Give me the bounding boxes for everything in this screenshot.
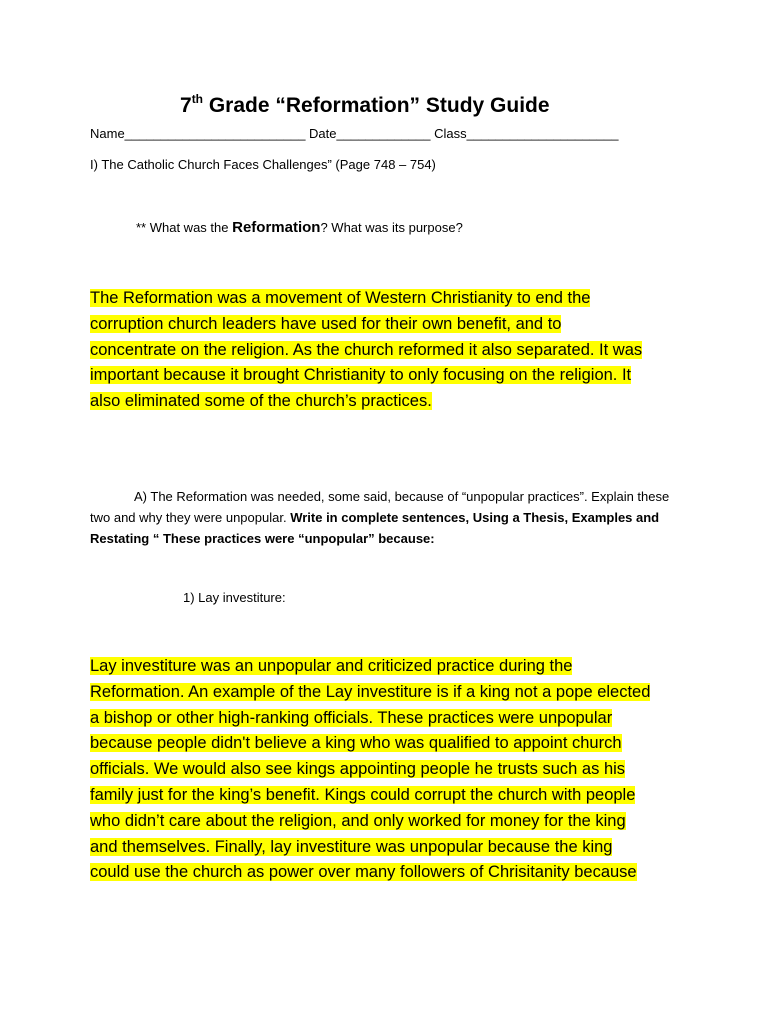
page-title	[180, 93, 550, 118]
answer-reformation	[90, 286, 690, 415]
part-a-prompt	[90, 486, 690, 549]
question-reformation	[136, 219, 463, 236]
answer1-line	[90, 286, 690, 312]
answer2-line	[90, 835, 710, 861]
answer1-line-text: also eliminated some of the church’s practices.	[90, 392, 432, 411]
answer1-line-text: concentrate on the religion. As the church reformed it also separated. It was	[90, 340, 643, 359]
answer2-line-text: a bishop or other high-ranking officials. These practices were unpopular	[90, 708, 613, 727]
answer2-line	[90, 731, 710, 757]
name-date-class-line: Name_________________________ Date_____________ Class_____________________	[90, 126, 619, 141]
answer2-line-text: family just for the king’s benefit. Kings could corrupt the church with people	[90, 785, 636, 804]
title-number: 7	[180, 94, 192, 117]
answer2-line	[90, 783, 710, 809]
answer2-line	[90, 809, 710, 835]
answer1-line	[90, 363, 690, 389]
question-suffix: ? What was its purpose?	[320, 220, 463, 235]
section-heading: I) The Catholic Church Faces Challenges” (Page 748 – 754)	[90, 157, 436, 172]
answer1-line	[90, 338, 690, 364]
answer1-line-text: corruption church leaders have used for their own benefit, and to	[90, 314, 562, 333]
answer2-line	[90, 706, 710, 732]
answer2-line-text: Reformation. An example of the Lay investiture is if a king not a pope elected	[90, 682, 651, 701]
answer2-line-text: officials. We would also see kings appointing people he trusts such as his	[90, 760, 626, 779]
answer2-line	[90, 654, 710, 680]
question-keyword: Reformation	[232, 219, 321, 236]
part-a-text: A) The Reformation was needed, some said, because of “unpopular practices”. Explain these two and why they were unpopular.	[90, 489, 670, 525]
answer2-line-text: and themselves. Finally, lay investiture was unpopular because the king	[90, 837, 613, 856]
answer2-line-text: Lay investiture was an unpopular and criticized practice during the	[90, 657, 573, 675]
title-superscript: th	[191, 92, 204, 106]
answer2-line-text: could use the church as power over many followers of Chrisitanity because	[90, 863, 637, 882]
question-prefix: ** What was the	[136, 220, 233, 235]
answer1-line-text: important because it brought Christianity to only focusing on the religion. It	[90, 366, 632, 385]
answer-lay-investiture	[90, 654, 710, 886]
answer1-line	[90, 312, 690, 338]
answer2-line	[90, 860, 710, 886]
answer2-line	[90, 757, 710, 783]
item-lay-investiture: 1) Lay investiture:	[183, 590, 286, 605]
part-a-instructions: Write in complete sentences, Using a Thesis, Examples and Restating “ These practices were “unpopular” because:	[90, 510, 660, 546]
answer2-line-text: because people didn't believe a king who was qualified to appoint church	[90, 734, 622, 753]
answer2-line	[90, 680, 710, 706]
title-text: Grade “Reformation” Study Guide	[203, 94, 550, 117]
answer1-line-text: The Reformation was a movement of Western Christianity to end the	[90, 289, 591, 307]
answer1-line	[90, 389, 690, 415]
answer2-line-text: who didn’t care about the religion, and only worked for money for the king	[90, 811, 626, 830]
